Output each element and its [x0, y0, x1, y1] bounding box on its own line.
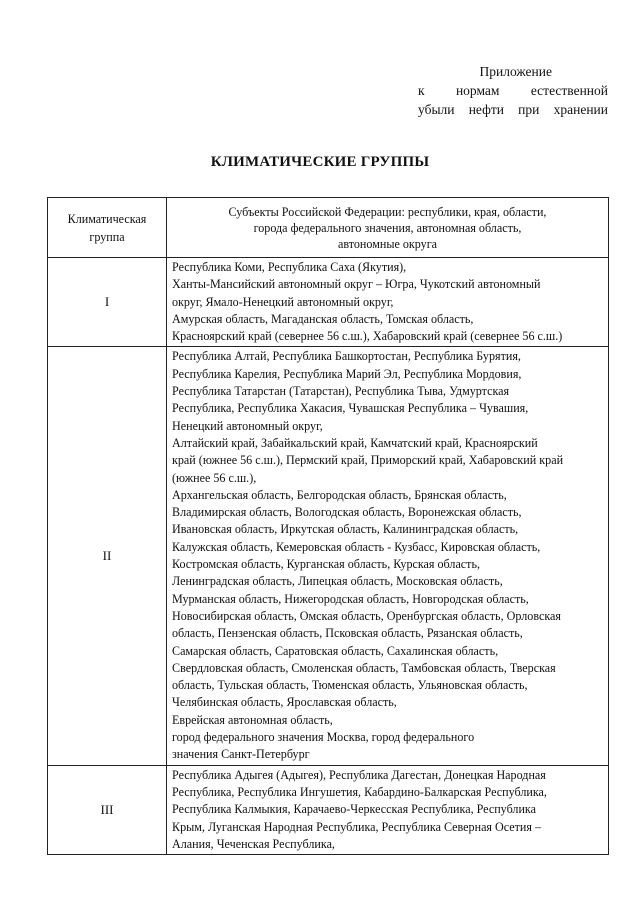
appendix-line-3: убыли нефти при хранении [418, 102, 608, 117]
group-number-cell: III [48, 765, 167, 854]
subject-line: Самарская область, Саратовская область, Сахалинская область, [172, 643, 499, 658]
subject-line: Ненецкий автономный округ, [172, 418, 323, 433]
subject-line: Ленинградская область, Липецкая область, Московская область, [172, 574, 503, 589]
subject-line: область, Тульская область, Тюменская область, Ульяновская область, [172, 678, 528, 693]
subject-line: Архангельская область, Белгородская область, Брянская область, [172, 487, 507, 502]
appendix-line-1: Приложение [479, 64, 552, 79]
header-subjects-line: автономные округа [337, 236, 438, 251]
subject-line: город федерального значения Москва, город федерального [172, 730, 475, 745]
subject-line: Республика, Республика Хакасия, Чувашская Республика – Чувашия, [172, 401, 529, 416]
subject-line: Калужская область, Кемеровская область - Кузбасс, Кировская область, [172, 539, 541, 554]
subject-line: Владимирская область, Вологодская область, Воронежская область, [172, 505, 522, 520]
subject-line: Республика Калмыкия, Карачаево-Черкесская Республика, Республика [172, 802, 536, 817]
subject-line: Ханты-Мансийский автономный округ – Югра, Чукотский автономный [172, 277, 541, 292]
subject-line: Республика, Республика Ингушетия, Кабардино-Балкарская Республика, [172, 784, 547, 799]
subject-line: Республика Карелия, Республика Марий Эл, Республика Мордовия, [172, 366, 522, 381]
header-subjects-line: Субъекты Российской Федерации: республики, края, области, [228, 204, 547, 219]
subject-line: Алания, Чеченская Республика, [172, 836, 335, 851]
subject-line: Свердловская область, Смоленская область, Тамбовская область, Тверская [172, 660, 556, 675]
document-title: КЛИМАТИЧЕСКИЕ ГРУППЫ [210, 154, 430, 170]
header-subjects-cell [167, 198, 609, 258]
subject-line: Республика Адыгея (Адыгея), Республика Дагестан, Донецкая Народная [172, 767, 546, 782]
subject-line: Алтайский край, Забайкальский край, Камчатский край, Красноярский [172, 435, 538, 450]
subject-line: Амурская область, Магаданская область, Томская область, [172, 311, 474, 326]
subject-line: край (южнее 56 с.ш.), Пермский край, Приморский край, Хабаровский край [172, 453, 564, 468]
group-number-cell: I [48, 258, 167, 347]
appendix-note [418, 62, 608, 119]
table-row-group-3 [48, 765, 609, 854]
appendix-line-2: к нормам естественной [418, 83, 608, 98]
subject-line: Красноярский край (севернее 56 с.ш.), Хабаровский край (севернее 56 с.ш.) [172, 329, 563, 344]
subject-line: Новосибирская область, Омская область, Оренбургская область, Орловская [172, 608, 561, 623]
subject-line: Республика Коми, Республика Саха (Якутия), [172, 260, 407, 274]
climate-groups-table [47, 197, 609, 855]
header-subjects-line: города федерального значения, автономная область, [253, 220, 522, 235]
subject-line: Костромская область, Курганская область, Курская область, [172, 557, 480, 572]
subjects-cell [167, 765, 609, 854]
subject-line: Республика Алтай, Республика Башкортостан, Республика Бурятия, [172, 349, 521, 364]
subject-line: округ, Ямало-Ненецкий автономный округ, [172, 294, 394, 309]
table-row-group-2 [48, 347, 609, 765]
subject-line: область, Пензенская область, Псковская область, Рязанская область, [172, 626, 523, 641]
group-number-cell: II [48, 347, 167, 765]
subject-line: (южнее 56 с.ш.), [172, 470, 257, 485]
subjects-cell [167, 347, 609, 765]
subjects-cell [167, 258, 609, 347]
subject-line: Мурманская область, Нижегородская область, Новгородская область, [172, 591, 529, 606]
header-group-line: группа [89, 230, 125, 244]
header-group-line: Климатическая [67, 212, 147, 226]
table-row-group-1 [48, 258, 609, 347]
table-header-row [48, 198, 609, 258]
subject-line: Крым, Луганская Народная Республика, Республика Северная Осетия – [172, 819, 542, 834]
subject-line: значения Санкт-Петербург [172, 747, 310, 762]
subject-line: Еврейская автономная область, [172, 712, 333, 727]
subject-line: Республика Татарстан (Татарстан), Республика Тыва, Удмуртская [172, 384, 510, 399]
subject-line: Челябинская область, Ярославская область, [172, 695, 397, 710]
subject-line: Ивановская область, Иркутская область, Калининградская область, [172, 522, 519, 537]
header-group-cell [48, 198, 167, 258]
